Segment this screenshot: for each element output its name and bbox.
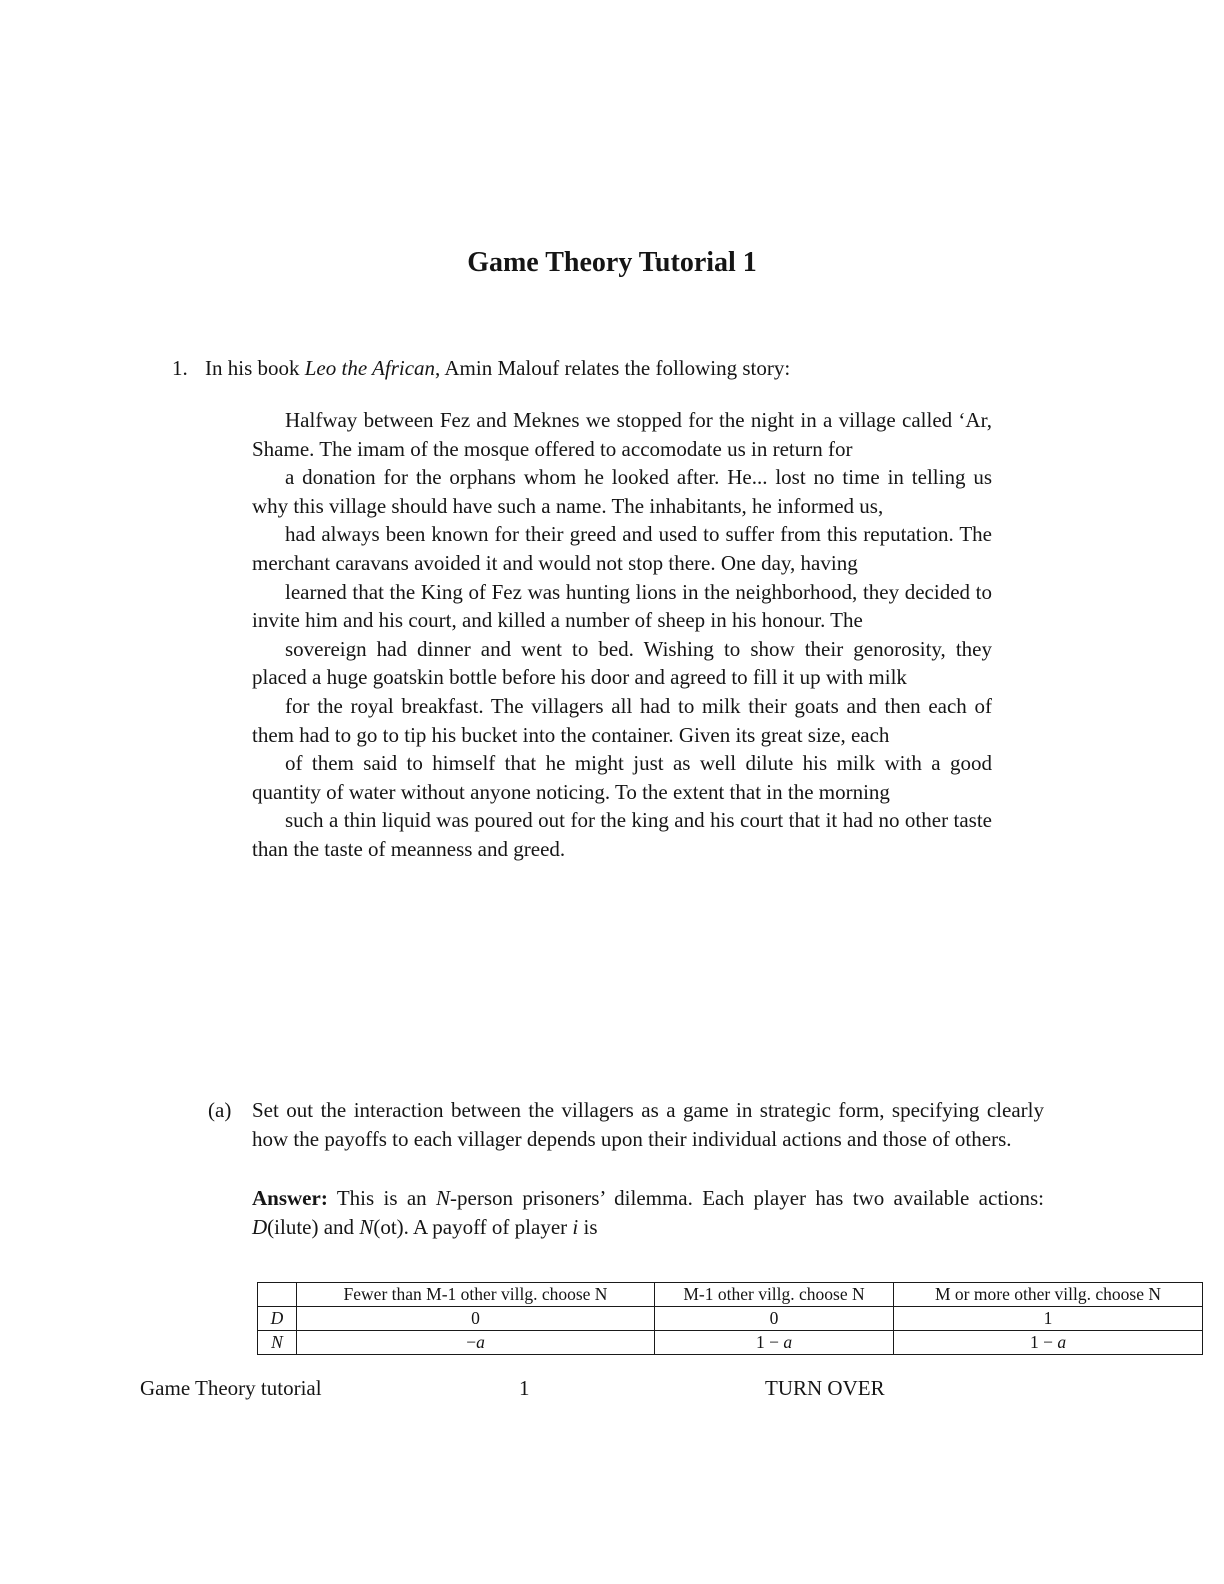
table-header-row bbox=[258, 1283, 1203, 1307]
table-row bbox=[258, 1307, 1203, 1331]
quote-paragraph: had always been known for their greed and used to suffer from this reputation. The merchant caravans avoided it and would not stop there. One day, having bbox=[252, 522, 992, 575]
part-a-text: Set out the interaction between the villagers as a game in strategic form, specifying clearly how the payoffs to each villager depends upon their individual actions and those of others. bbox=[252, 1098, 1044, 1151]
quote-paragraph: of them said to himself that he might just as well dilute his milk with a good quantity of water without anyone noticing. To the extent that in the morning bbox=[252, 751, 992, 804]
quote-paragraph: Halfway between Fez and Meknes we stopped for the night in a village called ‘Ar, Shame. The imam of the mosque offered to accomodate us in return for bbox=[252, 408, 992, 461]
part-a-label: (a) bbox=[208, 1098, 232, 1122]
question-intro-suffix: , Amin Malouf relates the following story: bbox=[435, 356, 791, 380]
question-intro bbox=[205, 354, 1052, 383]
row-label-D: D bbox=[258, 1307, 297, 1331]
question-intro-prefix: In his book bbox=[205, 356, 305, 380]
part-a bbox=[208, 1096, 1044, 1153]
quote-paragraph: such a thin liquid was poured out for the king and his court that it had no other taste than the taste of meanness and greed. bbox=[252, 808, 992, 861]
payoff-table bbox=[257, 1282, 1203, 1355]
math-variable: i bbox=[572, 1214, 579, 1239]
question-number: 1. bbox=[172, 356, 188, 380]
footer-turn-over: TURN OVER bbox=[765, 1376, 885, 1400]
math-variable: N bbox=[436, 1186, 451, 1210]
quote-paragraph: learned that the King of Fez was hunting lions in the neighborhood, they decided to invite him and his court, and killed a number of sheep in his honour. The bbox=[252, 579, 992, 633]
payoff-cell: 1 − a bbox=[655, 1331, 894, 1355]
page-footer bbox=[0, 1376, 1224, 1406]
quote-paragraph: for the royal breakfast. The villagers all had to milk their goats and then each of them had to go to tip his bucket into the container. Given its great size, each bbox=[252, 693, 992, 747]
answer-paragraph bbox=[252, 1184, 1044, 1241]
payoff-table-container bbox=[257, 1282, 1203, 1355]
math-variable: D bbox=[252, 1214, 268, 1239]
answer-text: is bbox=[578, 1214, 598, 1239]
payoff-cell: 0 bbox=[297, 1307, 655, 1331]
answer-text: -person prisoners’ dilemma. Each player has two available actions: bbox=[450, 1186, 1045, 1210]
table-header-cell: M-1 other villg. choose N bbox=[655, 1283, 894, 1307]
answer-block bbox=[252, 1184, 1044, 1241]
payoff-cell: 0 bbox=[655, 1307, 894, 1331]
table-header-cell: Fewer than M-1 other villg. choose N bbox=[297, 1283, 655, 1307]
quote-paragraph: a donation for the orphans whom he looked after. He... lost no time in telling us why this village should have such a name. The inhabitants, he informed us, bbox=[252, 465, 992, 518]
quote-paragraph: sovereign had dinner and went to bed. Wishing to show their genorosity, they placed a huge goatskin bottle before his door and agreed to fill it up with milk bbox=[252, 636, 992, 690]
table-header-cell: M or more other villg. choose N bbox=[894, 1283, 1203, 1307]
story-quote bbox=[252, 406, 992, 864]
row-label-N: N bbox=[258, 1331, 297, 1355]
answer-text: (ot). A payoff of player bbox=[373, 1214, 573, 1239]
question-1 bbox=[172, 354, 1052, 383]
payoff-cell: 1 bbox=[894, 1307, 1203, 1331]
answer-text: (ilute) and bbox=[267, 1214, 360, 1239]
book-title: Leo the African bbox=[304, 356, 436, 380]
answer-label: Answer: bbox=[252, 1186, 328, 1210]
payoff-cell: −a bbox=[297, 1331, 655, 1355]
footer-page-number: 1 bbox=[519, 1376, 530, 1400]
table-header-cell bbox=[258, 1283, 297, 1307]
answer-text: This is an bbox=[336, 1186, 437, 1210]
payoff-cell: 1 − a bbox=[894, 1331, 1203, 1355]
page-title: Game Theory Tutorial 1 bbox=[467, 247, 757, 278]
math-variable: N bbox=[359, 1214, 374, 1239]
table-row bbox=[258, 1331, 1203, 1355]
footer-document-name: Game Theory tutorial bbox=[140, 1376, 322, 1400]
